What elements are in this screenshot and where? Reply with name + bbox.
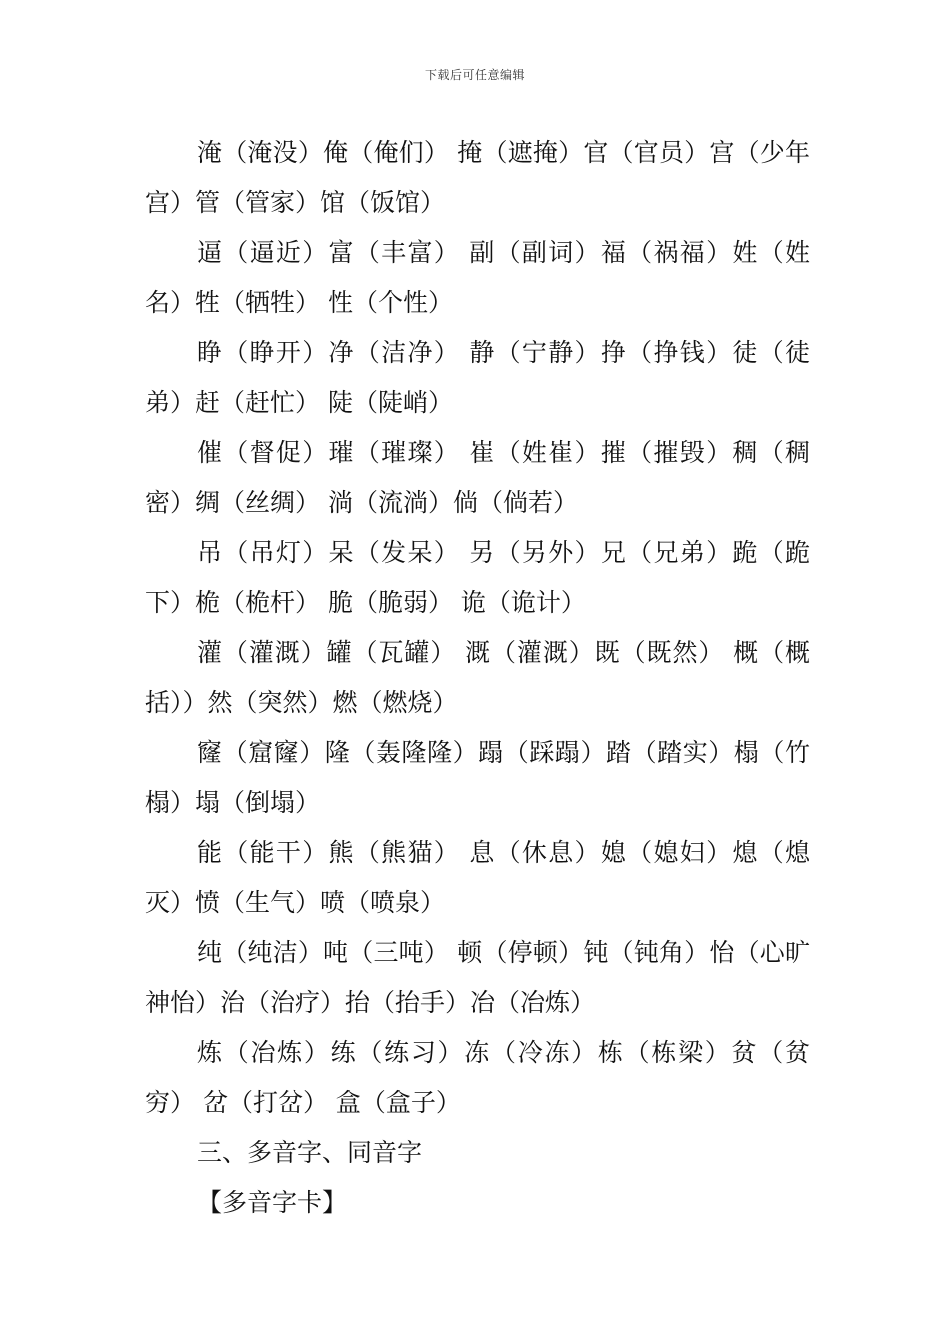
subsection-heading: 【多音字卡】	[197, 1188, 348, 1217]
section-heading: 三、多音字、同音字	[197, 1138, 423, 1167]
word-group-paragraph: 窿（窟窿）隆（轰隆隆）蹋（踩蹋）踏（踏实）榻（竹榻）塌（倒塌）	[145, 738, 810, 817]
word-group-paragraph: 催（督促）璀（璀璨） 崔（姓崔）摧（摧毁）稠（稠密）绸（丝绸） 淌（流淌）倘（倘若）	[145, 438, 810, 517]
word-group-paragraph: 能（能干）熊（熊猫） 息（休息）媳（媳妇）熄（熄灭）愤（生气）喷（喷泉）	[145, 838, 810, 917]
word-group-paragraph: 吊（吊灯）呆（发呆） 另（另外）兄（兄弟）跪（跪下）桅（桅杆） 脆（脆弱） 诡（诡计）	[145, 538, 810, 617]
word-group-paragraph: 炼（冶炼）练（练习）冻（冷冻）栋（栋梁）贫（贫穷） 岔（打岔） 盒（盒子）	[145, 1038, 810, 1117]
document-body	[145, 128, 810, 1228]
word-group-paragraph: 逼（逼近）富（丰富） 副（副词）福（祸福）姓（姓名）牲（牺牲） 性（个性）	[145, 238, 810, 317]
word-group-paragraph: 睁（睁开）净（洁净） 静（宁静）挣（挣钱）徒（徒弟）赶（赶忙） 陡（陡峭）	[145, 338, 810, 417]
word-group-paragraph: 淹（淹没）俺（俺们） 掩（遮掩）官（官员）宫（少年宫）管（管家）馆（饭馆）	[145, 138, 810, 217]
page-header-note: 下载后可任意编辑	[424, 68, 525, 82]
word-group-paragraph: 灌（灌溉）罐（瓦罐） 溉（灌溉）既（既然） 概（概括））然（突然）燃（燃烧）	[145, 638, 810, 717]
word-group-paragraph: 纯（纯洁）吨（三吨） 顿（停顿）钝（钝角）怡（心旷神怡）治（治疗）抬（抬手）冶（冶炼）	[145, 938, 810, 1017]
